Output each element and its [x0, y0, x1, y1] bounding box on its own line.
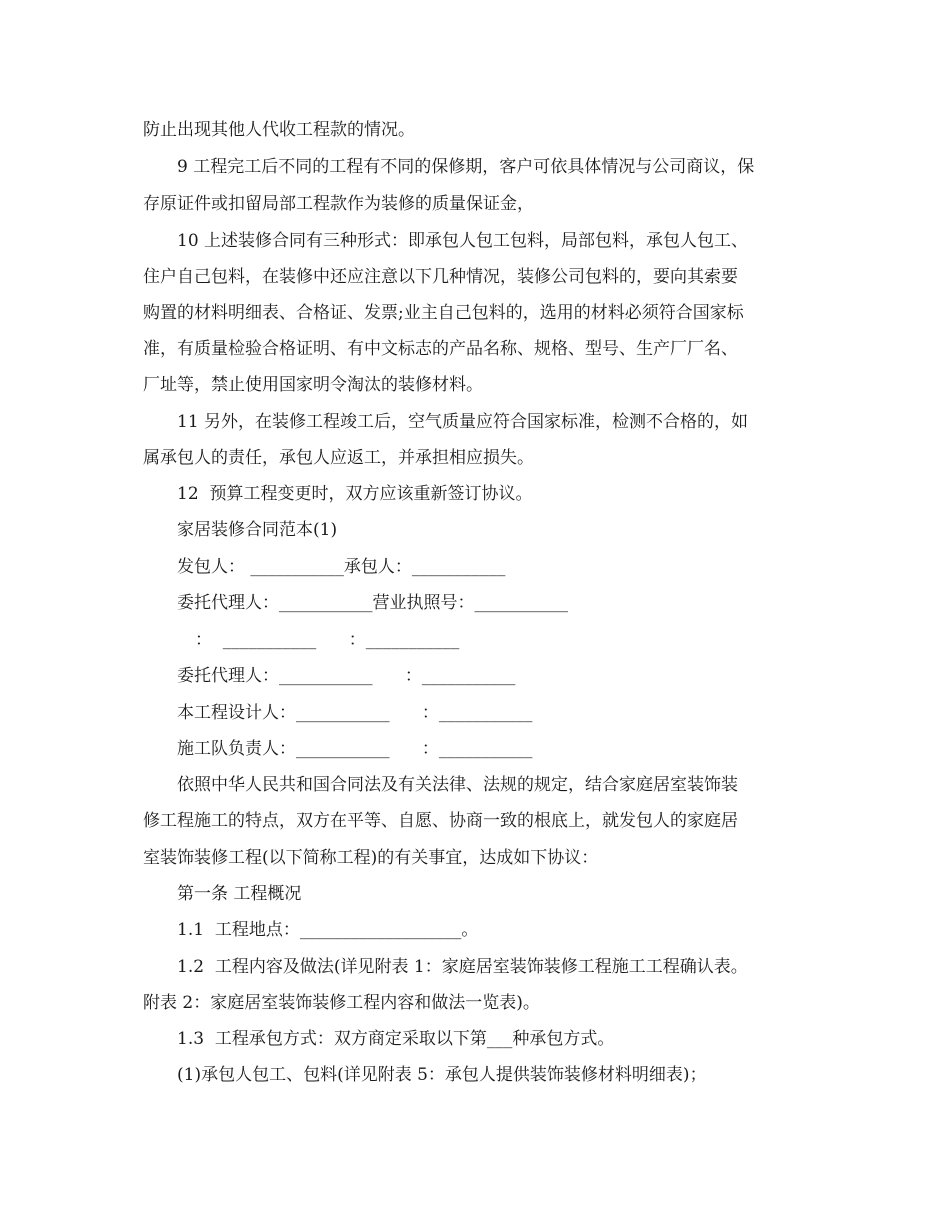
- text-line: 厂址等，禁止使用国家明令淘汰的装修材料。: [143, 375, 483, 395]
- text-line: 依照中华人民共和国合同法及有关法律、法规的规定，结合家庭居室装饰装: [177, 775, 738, 795]
- text-line: 购置的材料明细表、合格证、发票;业主自己包料的，选用的材料必须符合国家标: [143, 303, 744, 323]
- text-line: 属承包人的责任，承包人应返工，并承担相应损失。: [143, 448, 534, 468]
- form-line-agent: 委托代理人：___________营业执照号：___________: [177, 593, 568, 613]
- text-line: 修工程施工的特点，双方在平等、自愿、协商一致的根底上，就发包人的家庭居: [143, 811, 738, 831]
- text-line: 1.2 工程内容及做法(详见附表 1：家庭居室装饰装修工程施工工程确认表。: [177, 957, 748, 977]
- form-line-employer: 发包人： ___________承包人：___________: [177, 557, 506, 577]
- form-line-designer: 本工程设计人：___________ ：___________: [177, 703, 533, 723]
- text-line: 住户自己包料，在装修中还应注意以下几种情况，装修公司包料的，要向其索要: [143, 267, 738, 287]
- form-line-crew-leader: 施工队负责人：___________ ：___________: [177, 739, 533, 759]
- form-line-agent-2: 委托代理人：___________ ：___________: [177, 666, 516, 686]
- text-line: 12 预算工程变更时，双方应该重新签订协议。: [177, 484, 533, 504]
- text-line: 防止出现其他人代收工程款的情况。: [143, 120, 415, 140]
- document-title: 家居装修合同范本(1): [177, 520, 338, 540]
- text-line: 1.1 工程地点：___________________。: [177, 920, 479, 940]
- text-line: 9 工程完工后不同的工程有不同的保修期，客户可依具体情况与公司商议，保: [177, 157, 755, 177]
- text-line: 10 上述装修合同有三种形式：即承包人包工包料，局部包料，承包人包工、: [177, 231, 749, 251]
- section-heading: 第一条 工程概况: [177, 884, 302, 904]
- form-line-blank: ： ___________ ：___________: [195, 630, 460, 650]
- text-line: 准，有质量检验合格证明、有中文标志的产品名称、规格、型号、生产厂厂名、: [143, 339, 738, 359]
- text-line: (1)承包人包工、包料(详见附表 5：承包人提供装饰装修材料明细表)；: [177, 1065, 707, 1085]
- text-line: 室装饰装修工程(以下简称工程)的有关事宜，达成如下协议：: [143, 848, 599, 868]
- text-line: 1.3 工程承包方式：双方商定采取以下第___种承包方式。: [177, 1029, 615, 1049]
- text-line: 附表 2：家庭居室装饰装修工程内容和做法一览表)。: [143, 993, 540, 1013]
- text-line: 11 另外，在装修工程竣工后，空气质量应符合国家标准，检测不合格的，如: [177, 412, 749, 432]
- text-line: 存原证件或扣留局部工程款作为装修的质量保证金，: [143, 194, 534, 214]
